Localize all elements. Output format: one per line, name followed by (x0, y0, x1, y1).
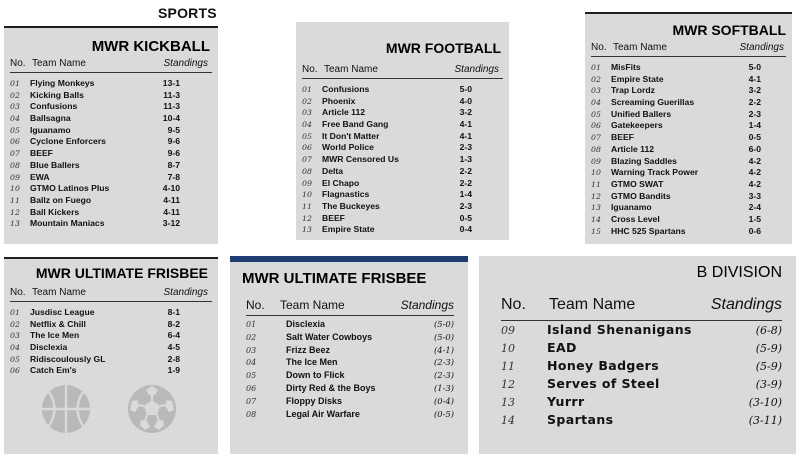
row-number: 01 (246, 320, 257, 329)
col-standings: Standings (163, 58, 208, 69)
row-number: 02 (10, 319, 20, 329)
table-row (10, 172, 212, 184)
team-standing: 6-4 (167, 330, 180, 341)
team-name: Mountain Maniacs (30, 218, 105, 229)
row-number: 11 (501, 360, 515, 373)
team-standing: 4-11 (163, 206, 180, 217)
team-standing: 4-0 (459, 95, 472, 106)
team-standing: 1-5 (748, 213, 761, 224)
team-name: Delta (322, 165, 344, 176)
team-standing: 2-3 (748, 108, 761, 119)
team-name: Empire State (322, 224, 375, 235)
team-standing: 4-1 (459, 130, 472, 141)
standings-list (501, 322, 782, 430)
basketball-icon (40, 383, 92, 435)
team-standing: 2-4 (748, 202, 761, 213)
team-name: Island Shenanigans (547, 322, 692, 337)
row-number: 12 (501, 378, 515, 391)
team-standing: 4-1 (748, 73, 761, 84)
team-standing: 4-1 (459, 119, 472, 130)
col-no: No. (591, 42, 607, 53)
team-standing: (4-1) (433, 344, 454, 355)
team-standing: 8-2 (167, 318, 180, 329)
soccer-ball-icon (126, 383, 178, 435)
table-row (246, 345, 454, 358)
row-number: 02 (302, 96, 312, 106)
row-number: 02 (246, 332, 257, 342)
frisbee-division-panel (230, 256, 468, 454)
table-row (501, 394, 782, 412)
team-standing: 13-1 (162, 78, 180, 88)
row-number: 13 (10, 219, 20, 229)
team-standing: 4-11 (163, 194, 180, 205)
team-name: Screaming Guerillas (611, 97, 695, 108)
team-standing: 3-12 (162, 218, 180, 229)
team-name: Ballsagna (30, 113, 71, 124)
row-number: 04 (10, 114, 20, 124)
row-number: 01 (10, 79, 20, 88)
table-row (10, 160, 212, 172)
team-name: Article 112 (322, 107, 365, 118)
table-row (246, 383, 454, 396)
table-row (10, 183, 212, 195)
team-standing: 2-2 (748, 97, 761, 108)
team-name: Kicking Balls (30, 89, 84, 100)
standings-list (591, 62, 786, 237)
header-rule (302, 78, 503, 79)
row-number: 03 (10, 331, 20, 341)
row-number: 02 (10, 90, 20, 100)
team-name: BEEF (611, 132, 634, 143)
row-number: 11 (591, 179, 601, 189)
row-number: 10 (302, 190, 312, 200)
table-row (501, 340, 782, 358)
team-name: Cyclone Enforcers (30, 136, 106, 147)
row-number: 03 (246, 345, 257, 355)
team-standing: (5-0) (433, 331, 454, 342)
team-standing: 11-3 (163, 101, 180, 112)
row-number: 08 (591, 144, 601, 154)
team-name: MWR Censored Us (322, 154, 399, 165)
table-row (10, 136, 212, 148)
row-number: 05 (10, 354, 20, 364)
table-row (591, 85, 786, 97)
panel-top-rule (4, 26, 218, 28)
table-row (591, 202, 786, 214)
col-standings: Standings (163, 287, 208, 298)
col-standings: Standings (739, 42, 784, 53)
team-standing: 5-0 (748, 62, 761, 72)
team-standing: 2-8 (167, 353, 180, 364)
team-standing: 1-9 (167, 365, 180, 376)
column-header (10, 58, 212, 69)
table-row (591, 132, 786, 144)
frisbee1-title: MWR ULTIMATE FRISBEE (35, 265, 208, 281)
table-row (10, 354, 212, 366)
table-row (302, 84, 503, 96)
team-standing: 4-5 (167, 342, 180, 353)
softball-panel (585, 12, 792, 244)
table-row (10, 342, 212, 354)
team-name: The Buckeyes (322, 200, 380, 211)
col-no: No. (10, 287, 26, 298)
team-standing: (3-11) (748, 414, 782, 427)
team-standing: (5-0) (433, 319, 454, 329)
table-row (591, 156, 786, 168)
team-name: Catch Em's (30, 365, 77, 376)
team-standing: 9-6 (167, 136, 180, 147)
table-row (246, 332, 454, 345)
table-row (591, 74, 786, 86)
team-standing: 7-8 (167, 171, 180, 182)
table-row (246, 409, 454, 422)
table-row (302, 119, 503, 131)
table-row (10, 125, 212, 137)
row-number: 02 (591, 74, 601, 84)
row-number: 06 (10, 366, 20, 376)
table-row (10, 148, 212, 160)
column-header (246, 298, 454, 312)
table-row (10, 195, 212, 207)
col-team: Team Name (613, 42, 667, 53)
team-name: Dirty Red & the Boys (286, 382, 376, 393)
team-name: El Chapo (322, 177, 360, 188)
panel-top-rule (585, 12, 792, 14)
table-row (302, 107, 503, 119)
b-division-title: B DIVISION (696, 264, 782, 281)
row-number: 05 (591, 109, 601, 119)
team-name: GTMO SWAT (611, 178, 664, 189)
team-name: Salt Water Cowboys (286, 331, 373, 342)
team-standing: 0-4 (459, 224, 472, 235)
row-number: 05 (246, 371, 257, 381)
b-division-panel (479, 256, 796, 454)
row-number: 11 (10, 195, 20, 205)
team-name: Unified Ballers (611, 108, 672, 119)
row-number: 01 (10, 308, 20, 317)
col-no: No. (246, 298, 265, 312)
team-name: Article 112 (611, 143, 654, 154)
team-standing: 5-0 (459, 84, 472, 94)
col-no: No. (501, 296, 526, 313)
team-name: Blue Ballers (30, 159, 80, 170)
table-row (10, 330, 212, 342)
team-standing: (2-3) (433, 357, 454, 368)
col-team: Team Name (549, 296, 636, 313)
team-standing: 11-3 (163, 89, 180, 100)
row-number: 06 (246, 383, 257, 393)
row-number: 08 (10, 160, 20, 170)
team-name: The Ice Men (30, 330, 80, 341)
row-number: 03 (10, 102, 20, 112)
row-number: 13 (302, 225, 312, 235)
table-row (302, 224, 503, 236)
team-standing: 1-4 (459, 189, 472, 200)
header-rule (10, 72, 212, 73)
table-row (302, 142, 503, 154)
team-name: Yurrr (547, 394, 585, 409)
team-standing: 4-2 (748, 178, 761, 189)
frisbee2-title: MWR ULTIMATE FRISBEE (242, 270, 427, 287)
table-row (246, 357, 454, 370)
team-name: Phoenix (322, 95, 356, 106)
team-standing: 4-2 (748, 155, 761, 166)
row-number: 15 (591, 226, 601, 236)
table-row (591, 179, 786, 191)
table-row (591, 97, 786, 109)
header-rule (591, 56, 786, 57)
team-standing: 6-0 (748, 143, 761, 154)
row-number: 11 (302, 201, 312, 211)
table-row (10, 78, 212, 90)
row-number: 07 (246, 396, 257, 406)
team-name: Ridiscoulously GL (30, 353, 106, 364)
row-number: 10 (591, 168, 601, 178)
football-title: MWR FOOTBALL (385, 40, 501, 56)
col-standings: Standings (710, 296, 782, 313)
table-row (591, 191, 786, 203)
col-no: No. (10, 58, 26, 69)
table-row (246, 370, 454, 383)
team-name: BEEF (30, 148, 53, 159)
table-row (246, 396, 454, 409)
row-number: 01 (591, 63, 601, 72)
team-standing: (5-9) (755, 342, 782, 355)
row-number: 05 (10, 125, 20, 135)
row-number: 06 (10, 137, 20, 147)
team-standing: (0-4) (433, 395, 454, 406)
row-number: 04 (591, 98, 601, 108)
row-number: 06 (302, 143, 312, 153)
panel-top-rule (4, 257, 218, 259)
column-header (501, 296, 782, 314)
column-header (302, 64, 503, 75)
row-number: 06 (591, 121, 601, 131)
table-row (591, 214, 786, 226)
team-name: MisFits (611, 62, 641, 72)
team-standing: 2-2 (459, 177, 472, 188)
table-row (302, 178, 503, 190)
row-number: 09 (10, 172, 20, 182)
team-name: Blazing Saddles (611, 155, 677, 166)
table-row (302, 166, 503, 178)
football-panel (296, 22, 509, 240)
team-name: EWA (30, 171, 50, 182)
standings-list (10, 307, 212, 377)
team-name: Iguanamo (611, 202, 652, 213)
row-number: 04 (246, 358, 257, 368)
row-number: 10 (501, 342, 515, 355)
team-name: Down to Flick (286, 370, 345, 381)
row-number: 13 (591, 203, 601, 213)
standings-list (10, 78, 212, 230)
row-number: 04 (10, 343, 20, 353)
team-standing: 4-2 (748, 167, 761, 178)
team-name: Empire State (611, 73, 664, 84)
row-number: 03 (302, 108, 312, 118)
team-name: Floppy Disks (286, 395, 343, 406)
team-name: HHC 525 Spartans (611, 225, 686, 236)
row-number: 12 (10, 207, 20, 217)
table-row (591, 109, 786, 121)
team-standing: 0-5 (459, 212, 472, 223)
team-name: Disclexia (30, 342, 68, 353)
row-number: 04 (302, 120, 312, 130)
team-name: Gatekeepers (611, 120, 663, 131)
row-number: 12 (591, 191, 601, 201)
team-standing: (6-8) (755, 324, 782, 337)
team-name: Confusions (30, 101, 78, 112)
table-row (10, 101, 212, 113)
team-name: Serves of Steel (547, 376, 660, 391)
team-name: BEEF (322, 212, 345, 223)
table-row (591, 167, 786, 179)
team-name: Honey Badgers (547, 358, 660, 373)
team-standing: 2-3 (459, 142, 472, 153)
team-name: Spartans (547, 412, 614, 427)
row-number: 05 (302, 131, 312, 141)
table-row (302, 96, 503, 108)
table-row (501, 358, 782, 376)
team-name: Netflix & Chill (30, 318, 86, 329)
softball-title: MWR SOFTBALL (672, 22, 786, 38)
row-number: 07 (591, 133, 601, 143)
team-standing: 1-3 (459, 154, 472, 165)
table-row (591, 144, 786, 156)
col-team: Team Name (32, 287, 86, 298)
team-standing: 9-5 (167, 124, 180, 135)
table-row (10, 307, 212, 319)
team-standing: 3-2 (748, 85, 761, 96)
table-row (10, 90, 212, 102)
team-name: Frizz Beez (286, 344, 331, 355)
table-row (591, 226, 786, 238)
table-row (302, 189, 503, 201)
team-standing: 2-3 (459, 200, 472, 211)
frisbee-league-panel (4, 257, 218, 454)
col-team: Team Name (32, 58, 86, 69)
row-number: 08 (246, 409, 257, 419)
row-number: 07 (302, 155, 312, 165)
team-name: Flying Monkeys (30, 78, 95, 88)
team-name: World Police (322, 142, 374, 153)
team-name: Free Band Gang (322, 119, 389, 130)
team-standing: (2-3) (433, 370, 454, 381)
team-standing: 8-7 (167, 159, 180, 170)
col-no: No. (302, 64, 318, 75)
team-standing: (3-10) (748, 396, 782, 409)
row-number: 03 (591, 86, 601, 96)
column-header (591, 42, 786, 53)
kickball-title: MWR KICKBALL (91, 38, 210, 55)
team-standing: (1-3) (433, 382, 454, 393)
col-standings: Standings (454, 64, 499, 75)
row-number: 10 (10, 184, 20, 194)
team-name: Confusions (322, 84, 370, 94)
table-row (501, 412, 782, 430)
team-standing: 3-3 (748, 190, 761, 201)
row-number: 07 (10, 149, 20, 159)
table-row (246, 319, 454, 332)
table-row (591, 120, 786, 132)
col-team: Team Name (280, 298, 345, 312)
table-row (302, 131, 503, 143)
team-name: It Don't Matter (322, 130, 380, 141)
team-standing: 4-10 (162, 183, 180, 194)
table-row (302, 201, 503, 213)
team-standing: 0-6 (748, 225, 761, 236)
row-number: 14 (501, 414, 515, 427)
column-header (10, 287, 212, 298)
col-standings: Standings (400, 298, 454, 312)
row-number: 08 (302, 166, 312, 176)
table-row (591, 62, 786, 74)
table-row (501, 322, 782, 340)
team-name: Jusdisc League (30, 307, 95, 317)
table-row (302, 213, 503, 225)
row-number: 09 (302, 178, 312, 188)
row-number: 01 (302, 85, 312, 94)
team-standing: 2-2 (459, 165, 472, 176)
row-number: 13 (501, 396, 515, 409)
table-row (10, 207, 212, 219)
team-name: Iguanamo (30, 124, 71, 135)
team-standing: 1-4 (748, 120, 761, 131)
section-title: SPORTS (158, 5, 217, 21)
table-row (302, 154, 503, 166)
row-number: 12 (302, 213, 312, 223)
col-team: Team Name (324, 64, 378, 75)
team-name: Flagnastics (322, 189, 370, 200)
team-name: GTMO Latinos Plus (30, 183, 110, 194)
team-standing: 8-1 (167, 307, 180, 317)
team-name: Ball Kickers (30, 206, 80, 217)
row-number: 14 (591, 214, 601, 224)
team-name: Trap Lordz (611, 85, 655, 96)
accent-bar (230, 256, 468, 262)
team-name: Ballz on Fuego (30, 194, 92, 205)
team-standing: 0-5 (748, 132, 761, 143)
standings-list (302, 84, 503, 236)
table-row (10, 365, 212, 377)
team-name: Cross Level (611, 213, 660, 224)
table-row (10, 319, 212, 331)
table-row (10, 113, 212, 125)
team-name: EAD (547, 340, 577, 355)
row-number: 09 (591, 156, 601, 166)
team-standing: 3-2 (459, 107, 472, 118)
standings-list (246, 319, 454, 421)
row-number: 09 (501, 324, 515, 337)
kickball-panel (4, 26, 218, 244)
team-name: Disclexia (286, 319, 326, 329)
team-name: GTMO Bandits (611, 190, 671, 201)
team-name: The Ice Men (286, 357, 338, 368)
team-standing: 9-6 (167, 148, 180, 159)
team-name: Warning Track Power (611, 167, 699, 178)
header-rule (246, 315, 454, 316)
table-row (501, 376, 782, 394)
team-standing: 10-4 (162, 113, 180, 124)
table-row (10, 218, 212, 230)
team-name: Legal Air Warfare (286, 408, 360, 419)
header-rule (501, 320, 782, 321)
team-standing: (0-5) (433, 408, 454, 419)
header-rule (10, 301, 212, 302)
team-standing: (3-9) (755, 378, 782, 391)
team-standing: (5-9) (755, 360, 782, 373)
